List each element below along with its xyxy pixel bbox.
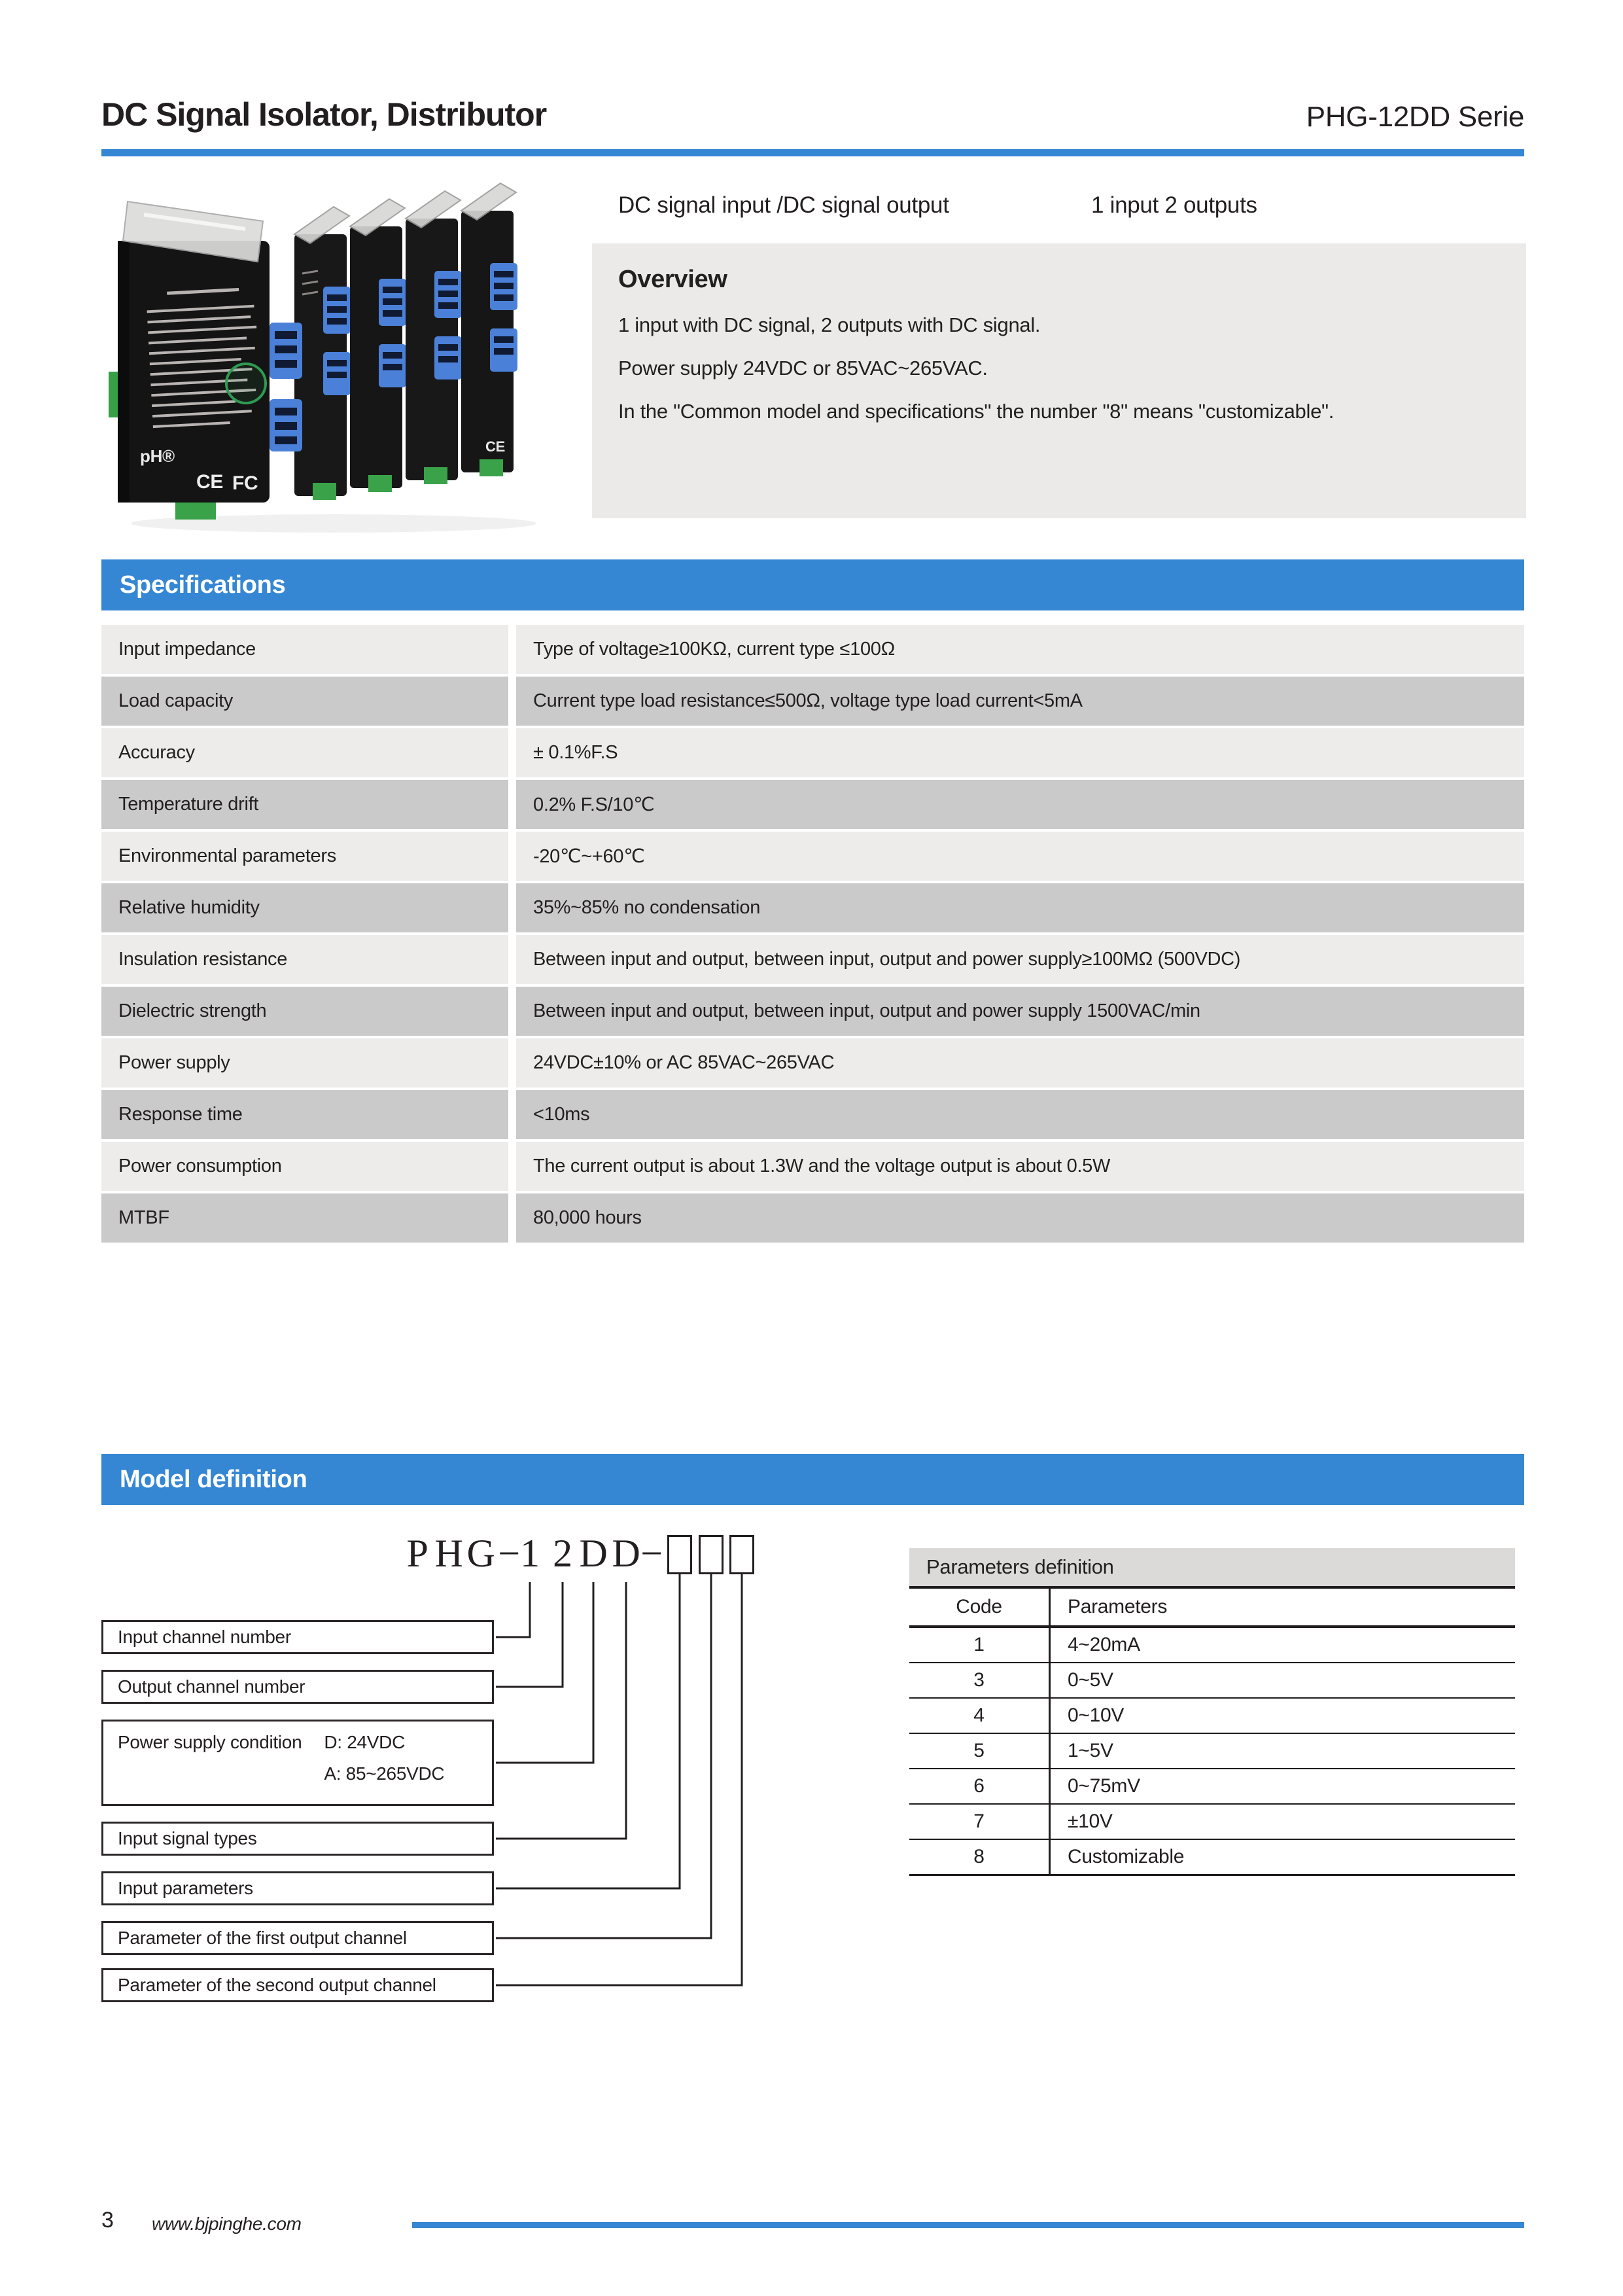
model-code-box bbox=[729, 1535, 754, 1574]
module-stack bbox=[294, 183, 517, 500]
model-definition-diagram bbox=[0, 1525, 1623, 2100]
table-row bbox=[101, 1090, 1524, 1139]
table-row bbox=[101, 935, 1524, 984]
code-cell: 3 bbox=[909, 1663, 1051, 1697]
spec-label: Load capacity bbox=[101, 677, 508, 726]
spec-value: Between input and output, between input, output and power supply 1500VAC/min bbox=[516, 987, 1524, 1036]
section-title-model-definition: Model definition bbox=[101, 1454, 1524, 1505]
label-box-input-channel-number bbox=[101, 1620, 494, 1654]
table-row bbox=[101, 987, 1524, 1036]
footer-divider bbox=[412, 2222, 1524, 2228]
model-code-char: − bbox=[640, 1532, 663, 1575]
table-row bbox=[101, 625, 1524, 674]
parameters-table-title: Parameters definition bbox=[909, 1548, 1515, 1586]
model-code-char: D bbox=[579, 1532, 608, 1575]
label-box-input-parameters bbox=[101, 1871, 494, 1905]
spec-label: Power supply bbox=[101, 1038, 508, 1087]
spec-label: Input impedance bbox=[101, 625, 508, 674]
model-code-char: G bbox=[466, 1532, 495, 1575]
spec-label: Power consumption bbox=[101, 1142, 508, 1191]
model-code-char: D bbox=[612, 1532, 640, 1575]
table-row bbox=[101, 1038, 1524, 1087]
model-code-box bbox=[667, 1535, 692, 1574]
page-number: 3 bbox=[101, 2208, 114, 2233]
spec-value: 80,000 hours bbox=[516, 1193, 1524, 1243]
table-row bbox=[101, 728, 1524, 777]
parameter-cell: 0~10V bbox=[1068, 1704, 1125, 1726]
svg-text:CE: CE bbox=[485, 438, 505, 455]
spec-label: Relative humidity bbox=[101, 883, 508, 932]
model-code-box bbox=[699, 1535, 724, 1574]
code-cell: 6 bbox=[909, 1769, 1051, 1803]
table-row bbox=[101, 780, 1524, 829]
spec-value: Type of voltage≥100KΩ, current type ≤100Ω bbox=[516, 625, 1524, 674]
website-url: www.bjpinghe.com bbox=[152, 2214, 302, 2234]
spec-value: -20℃~+60℃ bbox=[516, 832, 1524, 881]
parameter-cell: 1~5V bbox=[1068, 1740, 1113, 1761]
label-box-first-output-parameter bbox=[101, 1921, 494, 1955]
column-header-code: Code bbox=[909, 1589, 1051, 1625]
label-text: Input channel number bbox=[118, 1627, 291, 1647]
specifications-table bbox=[101, 625, 1524, 1245]
parameter-cell: 0~75mV bbox=[1068, 1775, 1140, 1797]
table-row bbox=[909, 1734, 1515, 1769]
model-code-char: P bbox=[406, 1532, 428, 1575]
spec-value: The current output is about 1.3W and the voltage output is about 0.5W bbox=[516, 1142, 1524, 1191]
parameter-cell: 4~20mA bbox=[1068, 1634, 1140, 1655]
column-header-parameters: Parameters bbox=[1068, 1596, 1168, 1617]
label-text: Parameter of the second output channel bbox=[118, 1975, 436, 1995]
spec-value: <10ms bbox=[516, 1090, 1524, 1139]
spec-label: Temperature drift bbox=[101, 780, 508, 829]
table-row bbox=[909, 1769, 1515, 1805]
table-row bbox=[909, 1805, 1515, 1840]
series-label: PHG-12DD Serie bbox=[1306, 101, 1524, 133]
label-text: Input signal types bbox=[118, 1828, 257, 1848]
parameters-definition-table bbox=[909, 1548, 1515, 1876]
table-row bbox=[909, 1840, 1515, 1876]
parameter-cell: 0~5V bbox=[1068, 1669, 1113, 1691]
overview-title: Overview bbox=[618, 266, 727, 293]
subtitle-channels: 1 input 2 outputs bbox=[1091, 192, 1257, 218]
label-box-input-signal-types bbox=[101, 1822, 494, 1856]
overview-line: 1 input with DC signal, 2 outputs with DC signal. bbox=[618, 313, 1041, 336]
svg-text:CE: CE bbox=[196, 471, 224, 493]
module-front bbox=[109, 202, 302, 520]
table-row bbox=[101, 1193, 1524, 1243]
spec-value: ± 0.1%F.S bbox=[516, 728, 1524, 777]
power-option: D: 24VDC bbox=[324, 1732, 405, 1752]
table-row bbox=[101, 832, 1524, 881]
parameter-cell: ±10V bbox=[1068, 1810, 1113, 1832]
label-text: Input parameters bbox=[118, 1878, 253, 1898]
label-text: Output channel number bbox=[118, 1676, 305, 1697]
table-row bbox=[909, 1699, 1515, 1734]
parameter-cell: Customizable bbox=[1068, 1846, 1185, 1867]
spec-value: 35%~85% no condensation bbox=[516, 883, 1524, 932]
subtitle-io: DC signal input /DC signal output bbox=[618, 192, 949, 218]
model-code-char: 1 bbox=[520, 1532, 540, 1575]
label-text: Parameter of the first output channel bbox=[118, 1928, 407, 1948]
spec-label: Response time bbox=[101, 1090, 508, 1139]
product-image bbox=[98, 156, 569, 535]
spec-value: 0.2% F.S/10℃ bbox=[516, 780, 1524, 829]
overview-line: Power supply 24VDC or 85VAC~265VAC. bbox=[618, 357, 988, 380]
svg-text:FC: FC bbox=[232, 472, 258, 494]
label-box-power-supply-condition bbox=[101, 1720, 494, 1806]
spec-label: Insulation resistance bbox=[101, 935, 508, 984]
table-row bbox=[909, 1628, 1515, 1663]
code-cell: 4 bbox=[909, 1699, 1051, 1733]
code-cell: 7 bbox=[909, 1805, 1051, 1839]
spec-label: Environmental parameters bbox=[101, 832, 508, 881]
section-title-specifications: Specifications bbox=[101, 559, 1524, 610]
code-cell: 5 bbox=[909, 1734, 1051, 1768]
spec-value: Current type load resistance≤500Ω, voltage type load current<5mA bbox=[516, 677, 1524, 726]
model-code-char: 2 bbox=[553, 1532, 572, 1575]
spec-label: Accuracy bbox=[101, 728, 508, 777]
power-supply-options bbox=[324, 1732, 444, 1784]
model-code-char: − bbox=[498, 1532, 520, 1575]
label-box-second-output-parameter bbox=[101, 1968, 494, 2002]
spec-value: Between input and output, between input, output and power supply≥100MΩ (500VDC) bbox=[516, 935, 1524, 984]
label-text: Power supply condition bbox=[118, 1732, 302, 1752]
power-option: A: 85~265VDC bbox=[324, 1763, 445, 1784]
page-title: DC Signal Isolator, Distributor bbox=[101, 96, 547, 133]
table-header-row bbox=[909, 1589, 1515, 1628]
table-row bbox=[909, 1663, 1515, 1699]
table-row bbox=[101, 1142, 1524, 1191]
spec-label: MTBF bbox=[101, 1193, 508, 1243]
table-row bbox=[101, 883, 1524, 932]
svg-text:pH®: pH® bbox=[140, 446, 175, 466]
model-code-char: H bbox=[434, 1532, 463, 1575]
spec-label: Dielectric strength bbox=[101, 987, 508, 1036]
overview-line: In the "Common model and specifications" the number "8" means "customizable". bbox=[618, 400, 1335, 423]
table-row bbox=[101, 677, 1524, 726]
code-cell: 8 bbox=[909, 1840, 1051, 1874]
code-cell: 1 bbox=[909, 1628, 1051, 1662]
spec-value: 24VDC±10% or AC 85VAC~265VAC bbox=[516, 1038, 1524, 1087]
label-box-output-channel-number bbox=[101, 1670, 494, 1704]
overview-panel bbox=[592, 243, 1526, 518]
